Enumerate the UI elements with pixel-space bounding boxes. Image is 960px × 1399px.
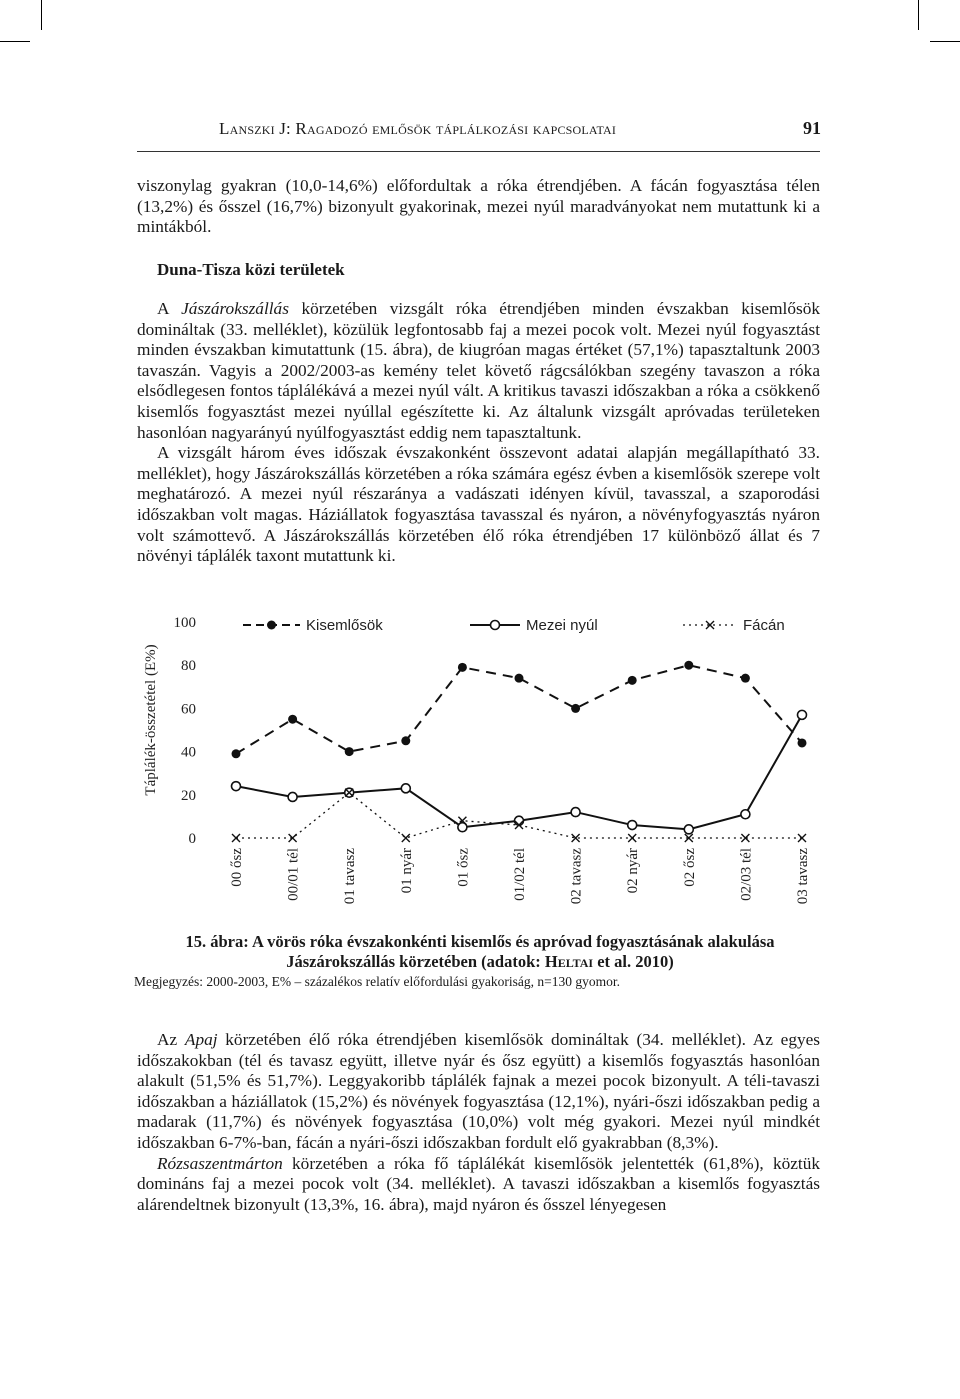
x-tick-label: 02 tavasz (568, 848, 585, 905)
y-tick-label: 20 (181, 787, 196, 804)
crop-mark (41, 0, 42, 30)
place-name: Jászárokszállás (181, 299, 289, 318)
caption-post: et al. 2010) (593, 952, 674, 971)
line-chart (130, 600, 830, 920)
data-point (628, 821, 637, 830)
legend-label: Fácán (743, 617, 785, 634)
y-axis-label: Táplálék-összetétel (E%) (143, 644, 159, 796)
x-tick-label: 03 tavasz (795, 848, 811, 905)
lower-p2-rest: körzetében a róka fő táplálékát kisemlősök jelentették (61,8%), köztük domináns faj a mezei pocok volt (34. melléklet). A tavaszi időszakban a kisemlős fogyasztás alárendeltnek bizonyult (13,3%, 16. ábra), majd nyáron és ősszel lényegesen (137, 1153, 820, 1214)
x-tick-label: 01/02 tél (512, 848, 528, 901)
x-tick-label: 01 nyár (398, 848, 415, 894)
data-point (232, 749, 241, 758)
series-line (236, 793, 802, 838)
intro-paragraph (137, 176, 820, 238)
data-point (288, 792, 297, 801)
data-point (402, 834, 410, 842)
data-point (289, 834, 297, 842)
section-heading: Duna-Tisza közi területek (157, 260, 345, 279)
data-point (741, 810, 750, 819)
data-point (798, 738, 807, 747)
header-title (219, 119, 616, 139)
data-point (798, 834, 806, 842)
legend-marker (491, 621, 500, 630)
caption-author: Heltai (544, 952, 594, 971)
x-tick-label: 02 nyár (625, 848, 642, 894)
x-tick-label: 01 tavasz (342, 848, 359, 905)
data-point (741, 834, 749, 842)
crop-mark (918, 0, 919, 30)
p1-lead: A (157, 299, 182, 318)
data-point (401, 784, 410, 793)
x-tick-label: 00/01 tél (285, 848, 302, 901)
data-point (684, 661, 693, 670)
crop-mark (930, 41, 960, 42)
place-name-rozsaszentmarton: Rózsaszentmárton (157, 1153, 283, 1173)
data-point (628, 834, 636, 842)
figure-caption (130, 932, 830, 972)
y-tick-label: 100 (173, 615, 196, 631)
running-header (219, 118, 821, 147)
data-point (741, 674, 750, 683)
legend-marker (267, 621, 276, 630)
x-tick-label: 00 ősz (229, 848, 245, 887)
data-point (684, 825, 693, 834)
crop-mark (0, 41, 30, 42)
y-tick-label: 0 (188, 831, 196, 847)
lower-paragraph-2 (137, 1154, 820, 1216)
section-paragraph-2: A vizsgált három éves időszak évszakonként összevont adatai alapján megállapítható 33. melléklet), hogy Jászárokszállás körzetében a róka számára egész évben a kisemlősök szerepe volt meghatározó. A mezei nyúl részaránya a vadászati idényen kívül, tavasszal, a szaporodási időszakban volt magas. Háziállatok fogyasztása tavasszal és nyáron, a növényfogyasztás nyáron volt számottevő. A Jászárokszállás körzetében élő róka étrendjében 17 különböző állat és 7 növényi táplálék taxont mutattunk ki. (137, 443, 820, 566)
header-rule (137, 151, 820, 152)
p1-rest: körzetében vizsgált róka étrendjében minden évszakban kisemlősök domináltak (33. melléklet), közülük legfontosabb faj a mezei pocok volt. Mezei nyúl fogyasztást minden évszakban kimutattunk (15. ábra), de kiugróan magas értéket (57,1%) tapasztaltunk 2003 tavaszán. Vagyis a 2002/2003-as kemény telet követő rágcsálókban szegény tavaszon a róka elsődlegesen fontos táplálékává a mezei nyúl vált. A kritikus tavaszi időszakban a róka a csökkenő kisemlős fogyasztást mezei nyúllal egészítette ki. Az általunk vizsgált apróvadas területeken hasonlóan nagyarányú nyúlfogyasztást eddig nem tapasztaltunk. (137, 299, 820, 442)
lower-body (137, 1030, 820, 1215)
caption-pre: Jászárokszállás körzetében (adatok: (286, 952, 545, 971)
data-point (345, 747, 354, 756)
data-point (232, 834, 240, 842)
header-title-text: Lanszki J: Ragadozó emlősök táplálkozási kapcsolatai (219, 119, 617, 138)
intro-text: viszonylag gyakran (10,0-14,6%) előfordultak a róka étrendjében. A fácán fogyasztása télen (13,2%) és ősszel (16,7%) bizonyult gyakorinak, mezei nyúl maradványokat nem mutattunk ki a mintákból. (137, 176, 820, 237)
data-point (515, 674, 524, 683)
legend-label: Mezei nyúl (526, 617, 598, 634)
data-point (515, 816, 524, 825)
legend-label: Kisemlősök (306, 617, 383, 634)
series-line (236, 715, 802, 829)
figure-note: Megjegyzés: 2000-2003, E% – százalékos relatív előfordulási gyakoriság, n=130 gyomor. (134, 974, 620, 989)
lower-p1-lead: Az (157, 1030, 185, 1049)
data-point (798, 710, 807, 719)
x-tick-label: 01 ősz (455, 848, 472, 887)
y-tick-label: 60 (181, 701, 196, 718)
lower-p1-rest: körzetében élő róka étrendjében kisemlősök domináltak (34. melléklet). Az egyes időszakokban (tél és tavasz együtt, illetve nyár és ősz együtt) a kisemlős fogyasztás hasonlóan alakult (51,5% és 51,7%). Leggyakoribb táplálék fajnak a mezei pocok bizonyult. A téli-tavaszi időszakban a háziállatok (15,2%) és növények fogyasztása (12,1%), nyári-őszi időszakban pedig a madarak (11,7%) és növények fogyasztása (10,0%) volt még gyakori. Mezei nyúl mindkét időszakban 6-7%-ban, fácán a nyári-őszi időszakban fordult elő gyakrabban (8,3%). (137, 1030, 820, 1152)
section-body (137, 299, 820, 567)
caption-line-2 (130, 952, 830, 972)
data-point (571, 808, 580, 817)
caption-line-1: 15. ábra: A vörös róka évszakonkénti kisemlős és apróvad fogyasztásának alakulása (185, 932, 775, 951)
y-tick-label: 80 (181, 658, 196, 675)
page-number: 91 (803, 118, 821, 138)
data-point (401, 736, 410, 745)
data-point (628, 676, 637, 685)
x-tick-label: 02/03 tél (738, 848, 755, 901)
data-point (232, 782, 241, 791)
y-tick-label: 40 (181, 744, 196, 761)
x-tick-label: 02 ősz (681, 848, 698, 887)
place-name-apaj: Apaj (184, 1030, 218, 1049)
lower-paragraph-1 (137, 1030, 820, 1154)
data-point (288, 715, 297, 724)
section-paragraph-1 (137, 299, 820, 443)
data-point (571, 704, 580, 713)
data-point (458, 663, 467, 672)
